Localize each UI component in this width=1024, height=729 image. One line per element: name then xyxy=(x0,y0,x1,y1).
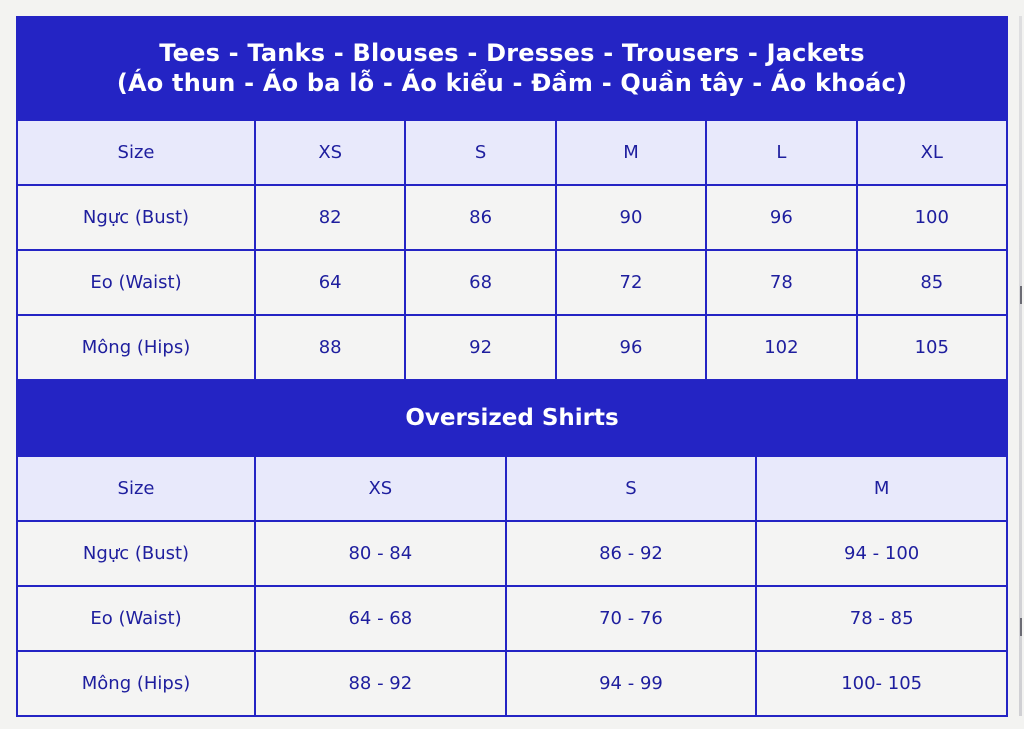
table-cell: 88 - 92 xyxy=(255,651,506,716)
header-cell-xs: XS xyxy=(255,120,405,185)
table-cell: 64 xyxy=(255,250,405,315)
table-row-waist xyxy=(17,586,1007,651)
header-cell-m: M xyxy=(556,120,706,185)
section1-header-row xyxy=(17,120,1007,185)
section1-size-table xyxy=(16,119,1008,381)
table-cell: 80 - 84 xyxy=(255,521,506,586)
section2-title xyxy=(16,381,1008,455)
edge-mark xyxy=(1020,618,1022,636)
right-edge-divider xyxy=(1019,16,1022,716)
row-label: Mông (Hips) xyxy=(17,651,255,716)
section2-title-text: Oversized Shirts xyxy=(405,405,619,431)
table-cell: 78 xyxy=(706,250,856,315)
header-cell-l: L xyxy=(706,120,856,185)
section1-title-line2: (Áo thun - Áo ba lỗ - Áo kiểu - Đầm - Quần tây - Áo khoác) xyxy=(116,68,908,97)
table-cell: 105 xyxy=(857,315,1007,380)
header-cell-s: S xyxy=(506,456,757,521)
section1-title xyxy=(16,16,1008,119)
table-cell: 94 - 100 xyxy=(756,521,1007,586)
header-cell-size: Size xyxy=(17,120,255,185)
header-cell-s: S xyxy=(405,120,555,185)
edge-mark xyxy=(1020,286,1022,304)
table-cell: 90 xyxy=(556,185,706,250)
section1-title-line1: Tees - Tanks - Blouses - Dresses - Trousers - Jackets xyxy=(159,38,865,67)
table-cell: 94 - 99 xyxy=(506,651,757,716)
table-cell: 68 xyxy=(405,250,555,315)
row-label: Mông (Hips) xyxy=(17,315,255,380)
table-row-waist xyxy=(17,250,1007,315)
table-cell: 70 - 76 xyxy=(506,586,757,651)
table-cell: 64 - 68 xyxy=(255,586,506,651)
header-cell-m: M xyxy=(756,456,1007,521)
row-label: Ngực (Bust) xyxy=(17,521,255,586)
row-label: Eo (Waist) xyxy=(17,586,255,651)
header-cell-xs: XS xyxy=(255,456,506,521)
table-cell: 72 xyxy=(556,250,706,315)
table-row-hips xyxy=(17,651,1007,716)
table-row-hips xyxy=(17,315,1007,380)
table-row-bust xyxy=(17,521,1007,586)
row-label: Eo (Waist) xyxy=(17,250,255,315)
header-cell-xl: XL xyxy=(857,120,1007,185)
table-cell: 88 xyxy=(255,315,405,380)
table-row-bust xyxy=(17,185,1007,250)
section2-size-table xyxy=(16,455,1008,717)
table-cell: 92 xyxy=(405,315,555,380)
row-label: Ngực (Bust) xyxy=(17,185,255,250)
table-cell: 82 xyxy=(255,185,405,250)
table-cell: 100 xyxy=(857,185,1007,250)
table-cell: 86 - 92 xyxy=(506,521,757,586)
table-cell: 102 xyxy=(706,315,856,380)
table-cell: 96 xyxy=(706,185,856,250)
table-cell: 78 - 85 xyxy=(756,586,1007,651)
header-cell-size: Size xyxy=(17,456,255,521)
size-chart xyxy=(16,16,1008,717)
table-cell: 85 xyxy=(857,250,1007,315)
section2-header-row xyxy=(17,456,1007,521)
table-cell: 86 xyxy=(405,185,555,250)
table-cell: 96 xyxy=(556,315,706,380)
table-cell: 100- 105 xyxy=(756,651,1007,716)
